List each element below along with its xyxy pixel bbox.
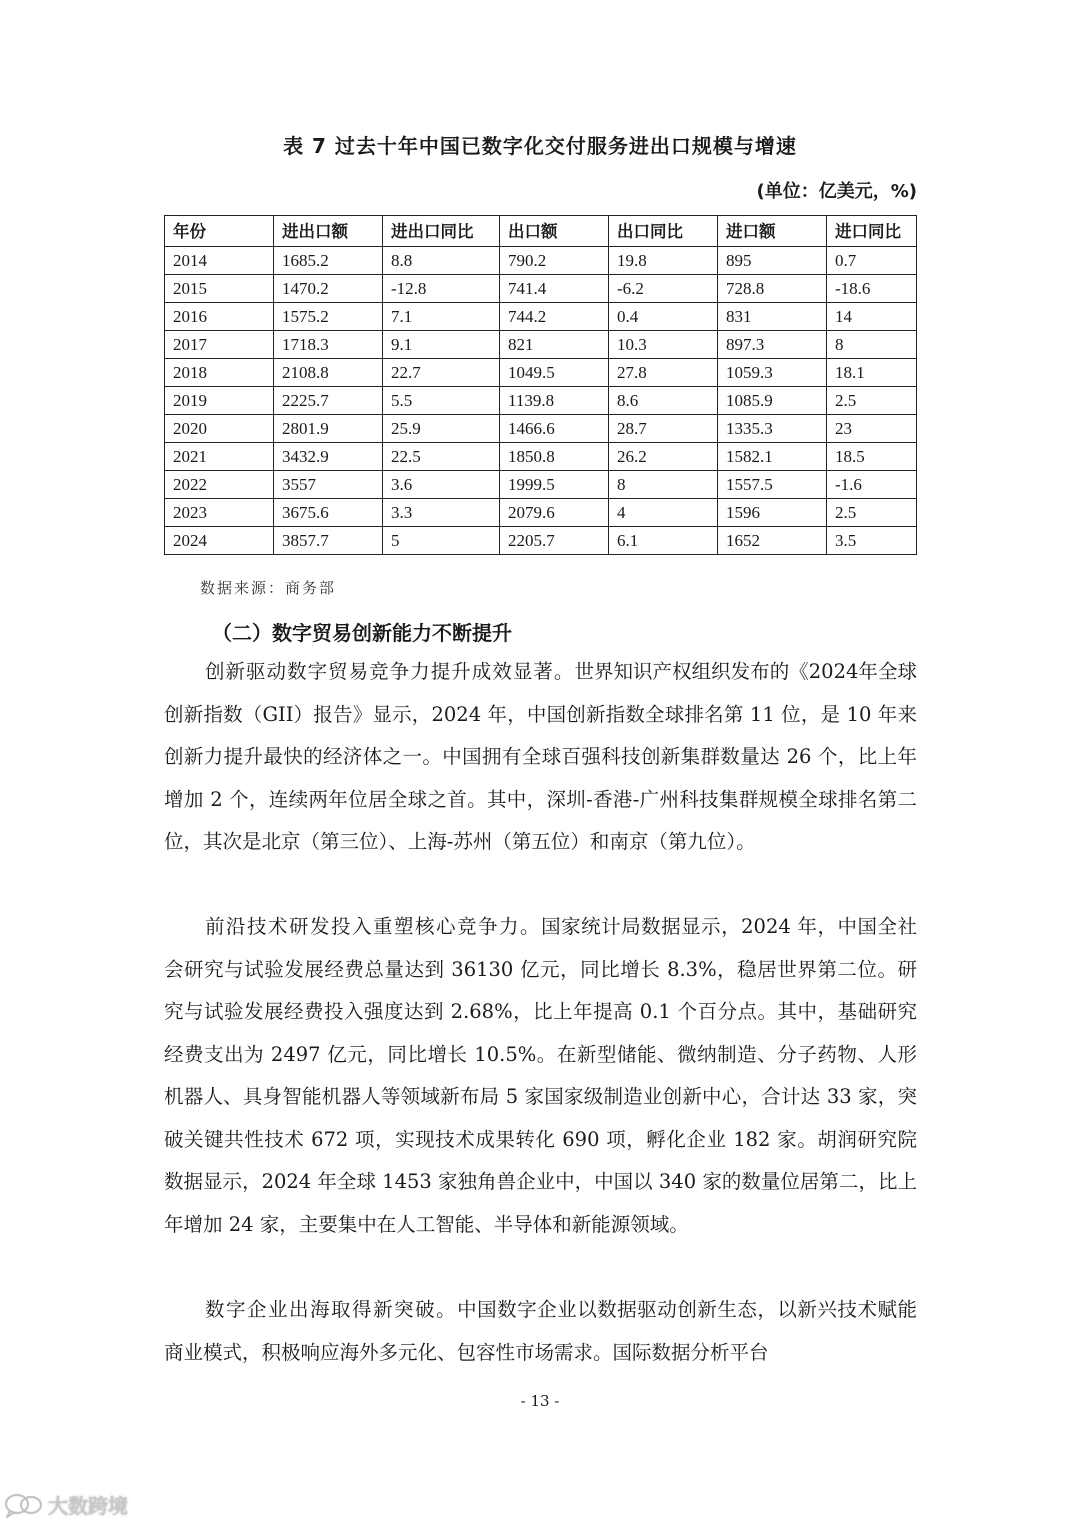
table-row [165, 471, 917, 499]
table-row [165, 499, 917, 527]
watermark-text: 大数跨境 [48, 1494, 128, 1518]
page-number: - 13 - [520, 1392, 560, 1410]
cell-year: 2015 [165, 275, 274, 303]
cell-import: 1652 [718, 527, 827, 555]
cell-import-yoy: -1.6 [827, 471, 917, 499]
cell-total-yoy: 3.6 [383, 471, 500, 499]
cell-total-yoy: 22.7 [383, 359, 500, 387]
cell-export-yoy: 4 [609, 499, 718, 527]
table-row [165, 359, 917, 387]
table-row [165, 527, 917, 555]
cell-total-yoy: 8.8 [383, 247, 500, 275]
cell-import: 895 [718, 247, 827, 275]
cell-year: 2018 [165, 359, 274, 387]
cell-export: 1999.5 [500, 471, 609, 499]
cell-year: 2021 [165, 443, 274, 471]
table-row [165, 331, 917, 359]
watermark [4, 1490, 128, 1519]
cell-year: 2014 [165, 247, 274, 275]
paragraph-lead: 数字企业出海取得新突破。 [204, 1298, 458, 1321]
cell-export: 2205.7 [500, 527, 609, 555]
cell-export: 1466.6 [500, 415, 609, 443]
cell-import-yoy: 14 [827, 303, 917, 331]
cell-total: 2108.8 [274, 359, 383, 387]
cell-total-yoy: 22.5 [383, 443, 500, 471]
cell-year: 2020 [165, 415, 274, 443]
table-source-note: 数据来源：商务部 [200, 579, 337, 597]
cell-total: 3675.6 [274, 499, 383, 527]
cell-import-yoy: 3.5 [827, 527, 917, 555]
table-row [165, 387, 917, 415]
cell-export-yoy: -6.2 [609, 275, 718, 303]
cell-import-yoy: 23 [827, 415, 917, 443]
cell-import: 1596 [718, 499, 827, 527]
cell-import-yoy: 2.5 [827, 387, 917, 415]
cell-import: 1582.1 [718, 443, 827, 471]
cell-import: 831 [718, 303, 827, 331]
cell-total: 1575.2 [274, 303, 383, 331]
cell-total-yoy: 5.5 [383, 387, 500, 415]
col-header-import: 进口额 [718, 216, 827, 247]
cell-import: 1335.3 [718, 415, 827, 443]
paragraph-body: 世界知识产权组织发布的《2024年全球创新指数（GII）报告》显示，2024 年，中国创新指数全球排名第 11 位，是 10 年来创新力提升最快的经济体之一。中国拥有全球百强科技创新集群数量达 26 个，比上年增加 2 个，连续两年位居全球之首。其中，深圳-香港-广州科技集群规模全球排名第二位，其次是北京（第三位）、上海-苏州（第五位）和南京（第九位）。 [164, 660, 917, 853]
col-header-import-yoy: 进口同比 [827, 216, 917, 247]
table-row [165, 275, 917, 303]
cell-export-yoy: 6.1 [609, 527, 718, 555]
cell-export: 744.2 [500, 303, 609, 331]
table-header-row [165, 216, 917, 247]
cell-year: 2024 [165, 527, 274, 555]
cell-import: 1085.9 [718, 387, 827, 415]
paragraph-lead: 前沿技术研发投入重塑核心竞争力。 [204, 915, 542, 938]
cell-year: 2019 [165, 387, 274, 415]
cell-export: 1049.5 [500, 359, 609, 387]
cell-total-yoy: 5 [383, 527, 500, 555]
cell-total: 3557 [274, 471, 383, 499]
col-header-total-yoy: 进出口同比 [383, 216, 500, 247]
paragraph-body: 国家统计局数据显示，2024 年，中国全社会研究与试验发展经费总量达到 36130 亿元，同比增长 8.3%，稳居世界第二位。研究与试验发展经费投入强度达到 2.68%，比上年提高 0.1 个百分点。其中，基础研究经费支出为 2497 亿元，同比增长 10.5%。在新型储能、微纳制造、分子药物、人形机器人、具身智能机器人等领域新布局 5 家国家级制造业创新中心，合计达 33 家，突破关键共性技术 672 项，实现技术成果转化 690 项，孵化企业 182 家。胡润研究院数据显示，2024 年全球 1453 家独角兽企业中，中国以 340 家的数量位居第二，比上年增加 24 家，主要集中在人工智能、半导体和新能源领域。 [164, 915, 917, 1236]
cell-export: 2079.6 [500, 499, 609, 527]
cell-export-yoy: 10.3 [609, 331, 718, 359]
cell-export-yoy: 19.8 [609, 247, 718, 275]
table-row [165, 415, 917, 443]
cell-export: 1850.8 [500, 443, 609, 471]
paragraph-innovation-driven [164, 651, 917, 864]
trade-data-table [164, 215, 917, 555]
cell-year: 2022 [165, 471, 274, 499]
cell-year: 2023 [165, 499, 274, 527]
col-header-total: 进出口额 [274, 216, 383, 247]
table-row [165, 247, 917, 275]
cell-export-yoy: 28.7 [609, 415, 718, 443]
cell-import-yoy: -18.6 [827, 275, 917, 303]
table-unit-label: (单位：亿美元，%) [756, 181, 917, 202]
paragraph-lead: 创新驱动数字贸易竞争力提升成效显著。 [204, 660, 575, 683]
cell-total: 2225.7 [274, 387, 383, 415]
cell-export-yoy: 8.6 [609, 387, 718, 415]
cell-export: 821 [500, 331, 609, 359]
cell-total-yoy: 7.1 [383, 303, 500, 331]
cell-import-yoy: 2.5 [827, 499, 917, 527]
cell-import: 728.8 [718, 275, 827, 303]
cell-total-yoy: -12.8 [383, 275, 500, 303]
speech-bubble-icon [4, 1492, 44, 1518]
section-heading: （二）数字贸易创新能力不断提升 [212, 621, 512, 645]
cell-total-yoy: 3.3 [383, 499, 500, 527]
col-header-export: 出口额 [500, 216, 609, 247]
cell-import-yoy: 0.7 [827, 247, 917, 275]
paragraph-body: 中国数字企业以数据驱动创新生态，以新兴技术赋能商业模式，积极响应海外多元化、包容性市场需求。国际数据分析平台 [164, 1298, 917, 1364]
cell-year: 2017 [165, 331, 274, 359]
cell-total: 3857.7 [274, 527, 383, 555]
table-title: 表 7 过去十年中国已数字化交付服务进出口规模与增速 [283, 134, 797, 158]
cell-export-yoy: 0.4 [609, 303, 718, 331]
cell-total: 1718.3 [274, 331, 383, 359]
table-row [165, 303, 917, 331]
cell-export: 741.4 [500, 275, 609, 303]
cell-export-yoy: 27.8 [609, 359, 718, 387]
cell-year: 2016 [165, 303, 274, 331]
cell-import-yoy: 8 [827, 331, 917, 359]
cell-export: 790.2 [500, 247, 609, 275]
cell-total: 1685.2 [274, 247, 383, 275]
paragraph-rnd-investment [164, 906, 917, 1246]
cell-export: 1139.8 [500, 387, 609, 415]
cell-total: 3432.9 [274, 443, 383, 471]
cell-total: 2801.9 [274, 415, 383, 443]
paragraph-going-global [164, 1289, 917, 1374]
cell-import-yoy: 18.5 [827, 443, 917, 471]
cell-total-yoy: 25.9 [383, 415, 500, 443]
cell-import: 897.3 [718, 331, 827, 359]
col-header-year: 年份 [165, 216, 274, 247]
cell-total-yoy: 9.1 [383, 331, 500, 359]
col-header-export-yoy: 出口同比 [609, 216, 718, 247]
table-row [165, 443, 917, 471]
cell-import-yoy: 18.1 [827, 359, 917, 387]
cell-export-yoy: 26.2 [609, 443, 718, 471]
cell-total: 1470.2 [274, 275, 383, 303]
cell-export-yoy: 8 [609, 471, 718, 499]
cell-import: 1557.5 [718, 471, 827, 499]
cell-import: 1059.3 [718, 359, 827, 387]
